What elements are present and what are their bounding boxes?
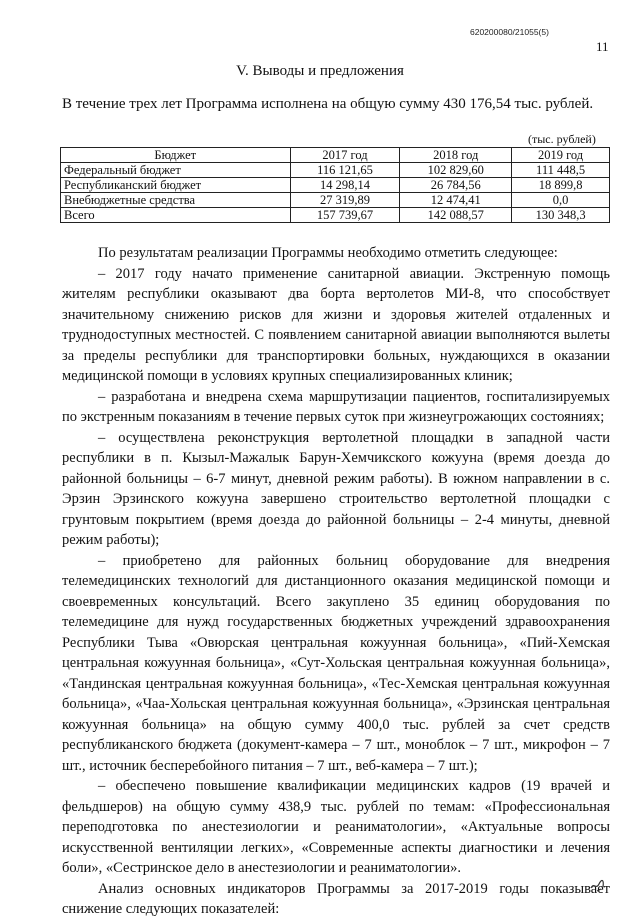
section-title: V. Выводы и предложения — [236, 63, 404, 79]
table-header-row — [61, 148, 610, 163]
cell-2018: 142 088,57 — [400, 208, 512, 223]
row-label: Всего — [61, 208, 291, 223]
handwritten-mark-icon — [588, 876, 610, 894]
paragraph: – разработана и внедрена схема маршрутизации пациентов, госпитализируемых по экстренным показаниям в течение первых суток при жизнеугрожающих состояниях; — [62, 388, 610, 425]
paragraph: По результатам реализации Программы необходимо отметить следующее: — [98, 245, 558, 261]
row-label: Федеральный бюджет — [61, 163, 291, 178]
intro-sentence: В течение трех лет Программа исполнена на общую сумму 430 176,54 тыс. рублей. — [62, 96, 594, 112]
cell-2019: 18 899,8 — [512, 178, 610, 193]
header-2018: 2018 год — [400, 148, 512, 163]
cell-2018: 26 784,56 — [400, 178, 512, 193]
table-unit-label: (тыс. рублей) — [528, 132, 596, 146]
page-number: 11 — [596, 39, 609, 54]
row-label: Республиканский бюджет — [61, 178, 291, 193]
budget-table — [60, 147, 610, 223]
table-row — [61, 193, 610, 208]
paragraph: – 2017 году начато применение санитарной авиации. Экстренную помощь жителям республики оказывают два борта вертолетов МИ-8, что способствует значительному снижению рисков для жизни и здоровья жителей отдаленных и труднодоступных местностей. С появлением санитарной авиации выполняются вылеты за пределы республики для транспортировки больных, нуждающихся в оказании медицинской помощи в условиях крупных специализированных клиник; — [62, 265, 610, 384]
header-budget: Бюджет — [61, 148, 291, 163]
cell-2017: 157 739,67 — [290, 208, 400, 223]
cell-2017: 14 298,14 — [290, 178, 400, 193]
cell-2019: 130 348,3 — [512, 208, 610, 223]
table-row-total — [61, 208, 610, 223]
document-id: 620200080/21055(5) — [470, 27, 549, 37]
cell-2017: 116 121,65 — [290, 163, 400, 178]
row-label: Внебюджетные средства — [61, 193, 291, 208]
paragraph: – осуществлена реконструкция вертолетной площадки в западной части республики в п. Кызыл-Мажалык Барун-Хемчикского кожууна (время доезда до районной больницы – 6-7 минут, дневной режим работы). В южном направлении в с. Эрзин Эрзинского кожууна завершено строительство вертолетной площадки с грунтовым покрытием (время доезда до районной больницы – 2-4 минуты, дневной режим работы); — [62, 429, 610, 548]
header-2017: 2017 год — [290, 148, 400, 163]
table-row — [61, 163, 610, 178]
table-row — [61, 178, 610, 193]
body-text — [62, 243, 610, 920]
paragraph: Анализ основных индикаторов Программы за 2017-2019 годы показывает снижение следующих показателей: — [62, 880, 610, 917]
cell-2017: 27 319,89 — [290, 193, 400, 208]
cell-2019: 0,0 — [512, 193, 610, 208]
paragraph: – обеспечено повышение квалификации медицинских кадров (19 врачей и фельдшеров) на общую сумму 438,9 тыс. рублей по темам: «Профессиональная переподготовка по анестезиологии и реаниматологии», «Актуальные вопросы искусственной вентиляции легких», «Современные аспекты диагностики и лечения боли», «Сестринское дело в анестезиологии и реаниматологии». — [62, 778, 610, 876]
cell-2019: 111 448,5 — [512, 163, 610, 178]
paragraph: – приобретено для районных больниц оборудование для внедрения телемедицинских технологий для дистанционного оказания медицинской помощи и своевременных консультаций. Всего закуплено 35 единиц оборудования по телемедицине для нужд государственных бюджетных учреждений здравоохранения Республики Тыва «Овюрская центральная кожуунная больница», «Пий-Хемская центральная кожуунная больница», «Сут-Хольская центральная кожуунная больница», «Тандинская центральная кожуунная больница», «Тес-Хемская центральная кожуунная больница», «Чаа-Хольская центральная кожуунная больница», «Эрзинская центральная кожуунная больница» на общую сумму 400,0 тыс. рублей за счет средств республиканского бюджета (документ-камера – 7 шт., моноблок – 7 шт., микрофон – 7 шт., источник бесперебойного питания – 7 шт., веб-камера – 7 шт.); — [62, 552, 610, 774]
cell-2018: 102 829,60 — [400, 163, 512, 178]
header-2019: 2019 год — [512, 148, 610, 163]
cell-2018: 12 474,41 — [400, 193, 512, 208]
